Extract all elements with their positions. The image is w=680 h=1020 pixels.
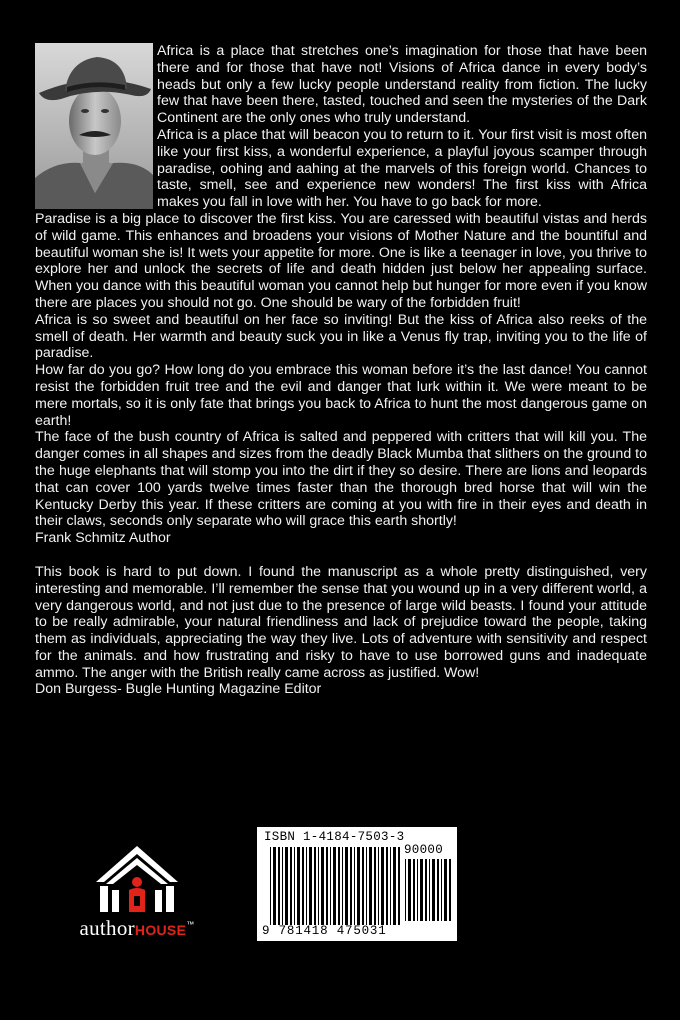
- barcode-bars: [270, 847, 400, 925]
- blurb-paragraph: How far do you go? How long do you embrace this woman before it’s the last dance! You cannot resist the forbidden fruit tree and the evil and danger that lurk within it. We were meant to be mere mortals, so it is only fate that brings you back to Africa to hunt the most dangerous game on earth!: [35, 362, 647, 429]
- barcode-bar: [294, 847, 295, 925]
- barcode-bar: [390, 847, 391, 925]
- trademark-symbol: ™: [186, 920, 195, 929]
- author-photo: [35, 43, 153, 209]
- barcode-bar: [285, 847, 288, 925]
- reviewer-signature: Don Burgess- Bugle Hunting Magazine Editor: [35, 681, 322, 698]
- barcode-bar: [278, 847, 280, 925]
- barcode-bar: [444, 859, 447, 921]
- barcode-bar: [306, 847, 307, 925]
- barcode-bar: [386, 847, 388, 925]
- barcode-bar: [338, 847, 340, 925]
- publisher-logo: [62, 838, 212, 948]
- review-text: This book is hard to put down. I found the manuscript as a whole pretty distinguished, very interesting and memorable. I’ll remember the sense that you wound up in a very different world, a very dangerous world, and not just due to the presence of large wild beasts. I found your attitude to be really admirable, your natural friendliness and lack of prejudice toward the people, taking them as individuals, appreciating the way they live. Lots of adventure with sensitivity and respect for the animals. and how frustrating and risky to have to use borrowed guns and inadequate ammo. The anger with the British really came across as justified. Wow!: [35, 563, 647, 681]
- barcode-bar: [321, 847, 324, 925]
- barcode-bar: [393, 847, 396, 925]
- isbn-barcode: [257, 827, 457, 941]
- barcode-bar: [302, 847, 304, 925]
- barcode-bar: [282, 847, 283, 925]
- barcode-bar: [413, 859, 415, 921]
- barcode-bar: [374, 847, 376, 925]
- barcode-digits: 9 781418 475031: [262, 924, 387, 938]
- barcode-bar: [350, 847, 352, 925]
- barcode-bar: [381, 847, 384, 925]
- publisher-name: [62, 916, 212, 941]
- barcode-bar: [425, 859, 427, 921]
- publisher-name-part2: HOUSE: [134, 922, 187, 938]
- barcode-bar: [420, 859, 423, 921]
- author-signature: Frank Schmitz Author: [35, 530, 171, 547]
- barcode-bar: [398, 847, 400, 925]
- isbn-label: ISBN 1-4184-7503-3: [264, 830, 405, 844]
- barcode-bar: [270, 847, 271, 925]
- publisher-name-part1: author: [79, 916, 135, 940]
- barcode-bar: [449, 859, 451, 921]
- barcode-bar: [345, 847, 348, 925]
- barcode-bar: [429, 859, 430, 921]
- barcode-bar: [309, 847, 312, 925]
- barcode-bar: [417, 859, 418, 921]
- blurb-paragraph: The face of the bush country of Africa is salted and peppered with critters that will kill you. The danger comes in all shapes and sizes from the deadly Black Mumba that slithers on the ground to the huge elephants that will stomp you into the dirt if they so desire. There are lions and leopards that can cover 100 yards twelve times faster than the thorough bred horse that will win the Kentucky Derby this year. If these critters are coming at you with fire in their eyes and death in their claws, seconds only separate who will grace this earth shortly!: [35, 429, 647, 530]
- barcode-bar: [369, 847, 372, 925]
- barcode-bar: [437, 859, 439, 921]
- barcode-bar: [441, 859, 442, 921]
- barcode-bar: [290, 847, 292, 925]
- barcode-bar: [314, 847, 316, 925]
- blurb-paragraph: Paradise is a big place to discover the first kiss. You are caressed with beautiful vistas and herds of wild game. This enhances and broadens your visions of Mother Nature and the bountiful and beautiful woman she is! It wets your appetite for more. One is like a teenager in love, you thrive to explore her and unlock the secrets of life and death hidden just below her appealing surface. When you dance with this beautiful woman you cannot help but hunger for more even if you know there are places you should not go. One should be wary of the forbidden fruit!: [35, 210, 647, 311]
- author-portrait-illustration: [35, 43, 153, 209]
- barcode-bar: [326, 847, 328, 925]
- barcode-bar: [297, 847, 300, 925]
- barcode-bar: [330, 847, 331, 925]
- price-barcode-bars: [405, 859, 451, 921]
- barcode-bar: [432, 859, 435, 921]
- price-code: 90000: [404, 843, 444, 857]
- blurb-paragraph: Africa is a place that will beacon you to return to it. Your first visit is most often like your first kiss, a wonderful experience, a playful joyous scamper through paradise, oohing and aahing at the marvels of this foreign world. Chances to taste, smell, see and experience new wonders! The first kiss with Africa makes you fall in love with her. You have to go back for more.: [157, 126, 647, 211]
- barcode-bar: [378, 847, 379, 925]
- barcode-bar: [273, 847, 276, 925]
- blurb-paragraph: Africa is so sweet and beautiful on her face so inviting! But the kiss of Africa also reeks of the smell of death. Her warmth and beauty suck you in like a Venus fly trap, inviting you to the life of paradise.: [35, 311, 647, 362]
- barcode-bar: [318, 847, 319, 925]
- barcode-bar: [357, 847, 360, 925]
- barcode-bar: [408, 859, 411, 921]
- barcode-bar: [366, 847, 367, 925]
- barcode-bar: [362, 847, 364, 925]
- barcode-bar: [333, 847, 336, 925]
- barcode-bar: [354, 847, 355, 925]
- blurb-paragraph: Africa is a place that stretches one’s imagination for those that have been there and for those that have not! Visions of Africa dance in every body’s heads but only a few lucky people understand reality from fiction. The lucky few that have been there, tasted, touched and seen the mysteries of the Dark Continent are the only ones who truly understand.: [157, 43, 647, 127]
- house-logo-icon: [62, 838, 212, 916]
- blurb-text-area: [35, 43, 647, 698]
- barcode-bar: [405, 859, 406, 921]
- barcode-bar: [342, 847, 343, 925]
